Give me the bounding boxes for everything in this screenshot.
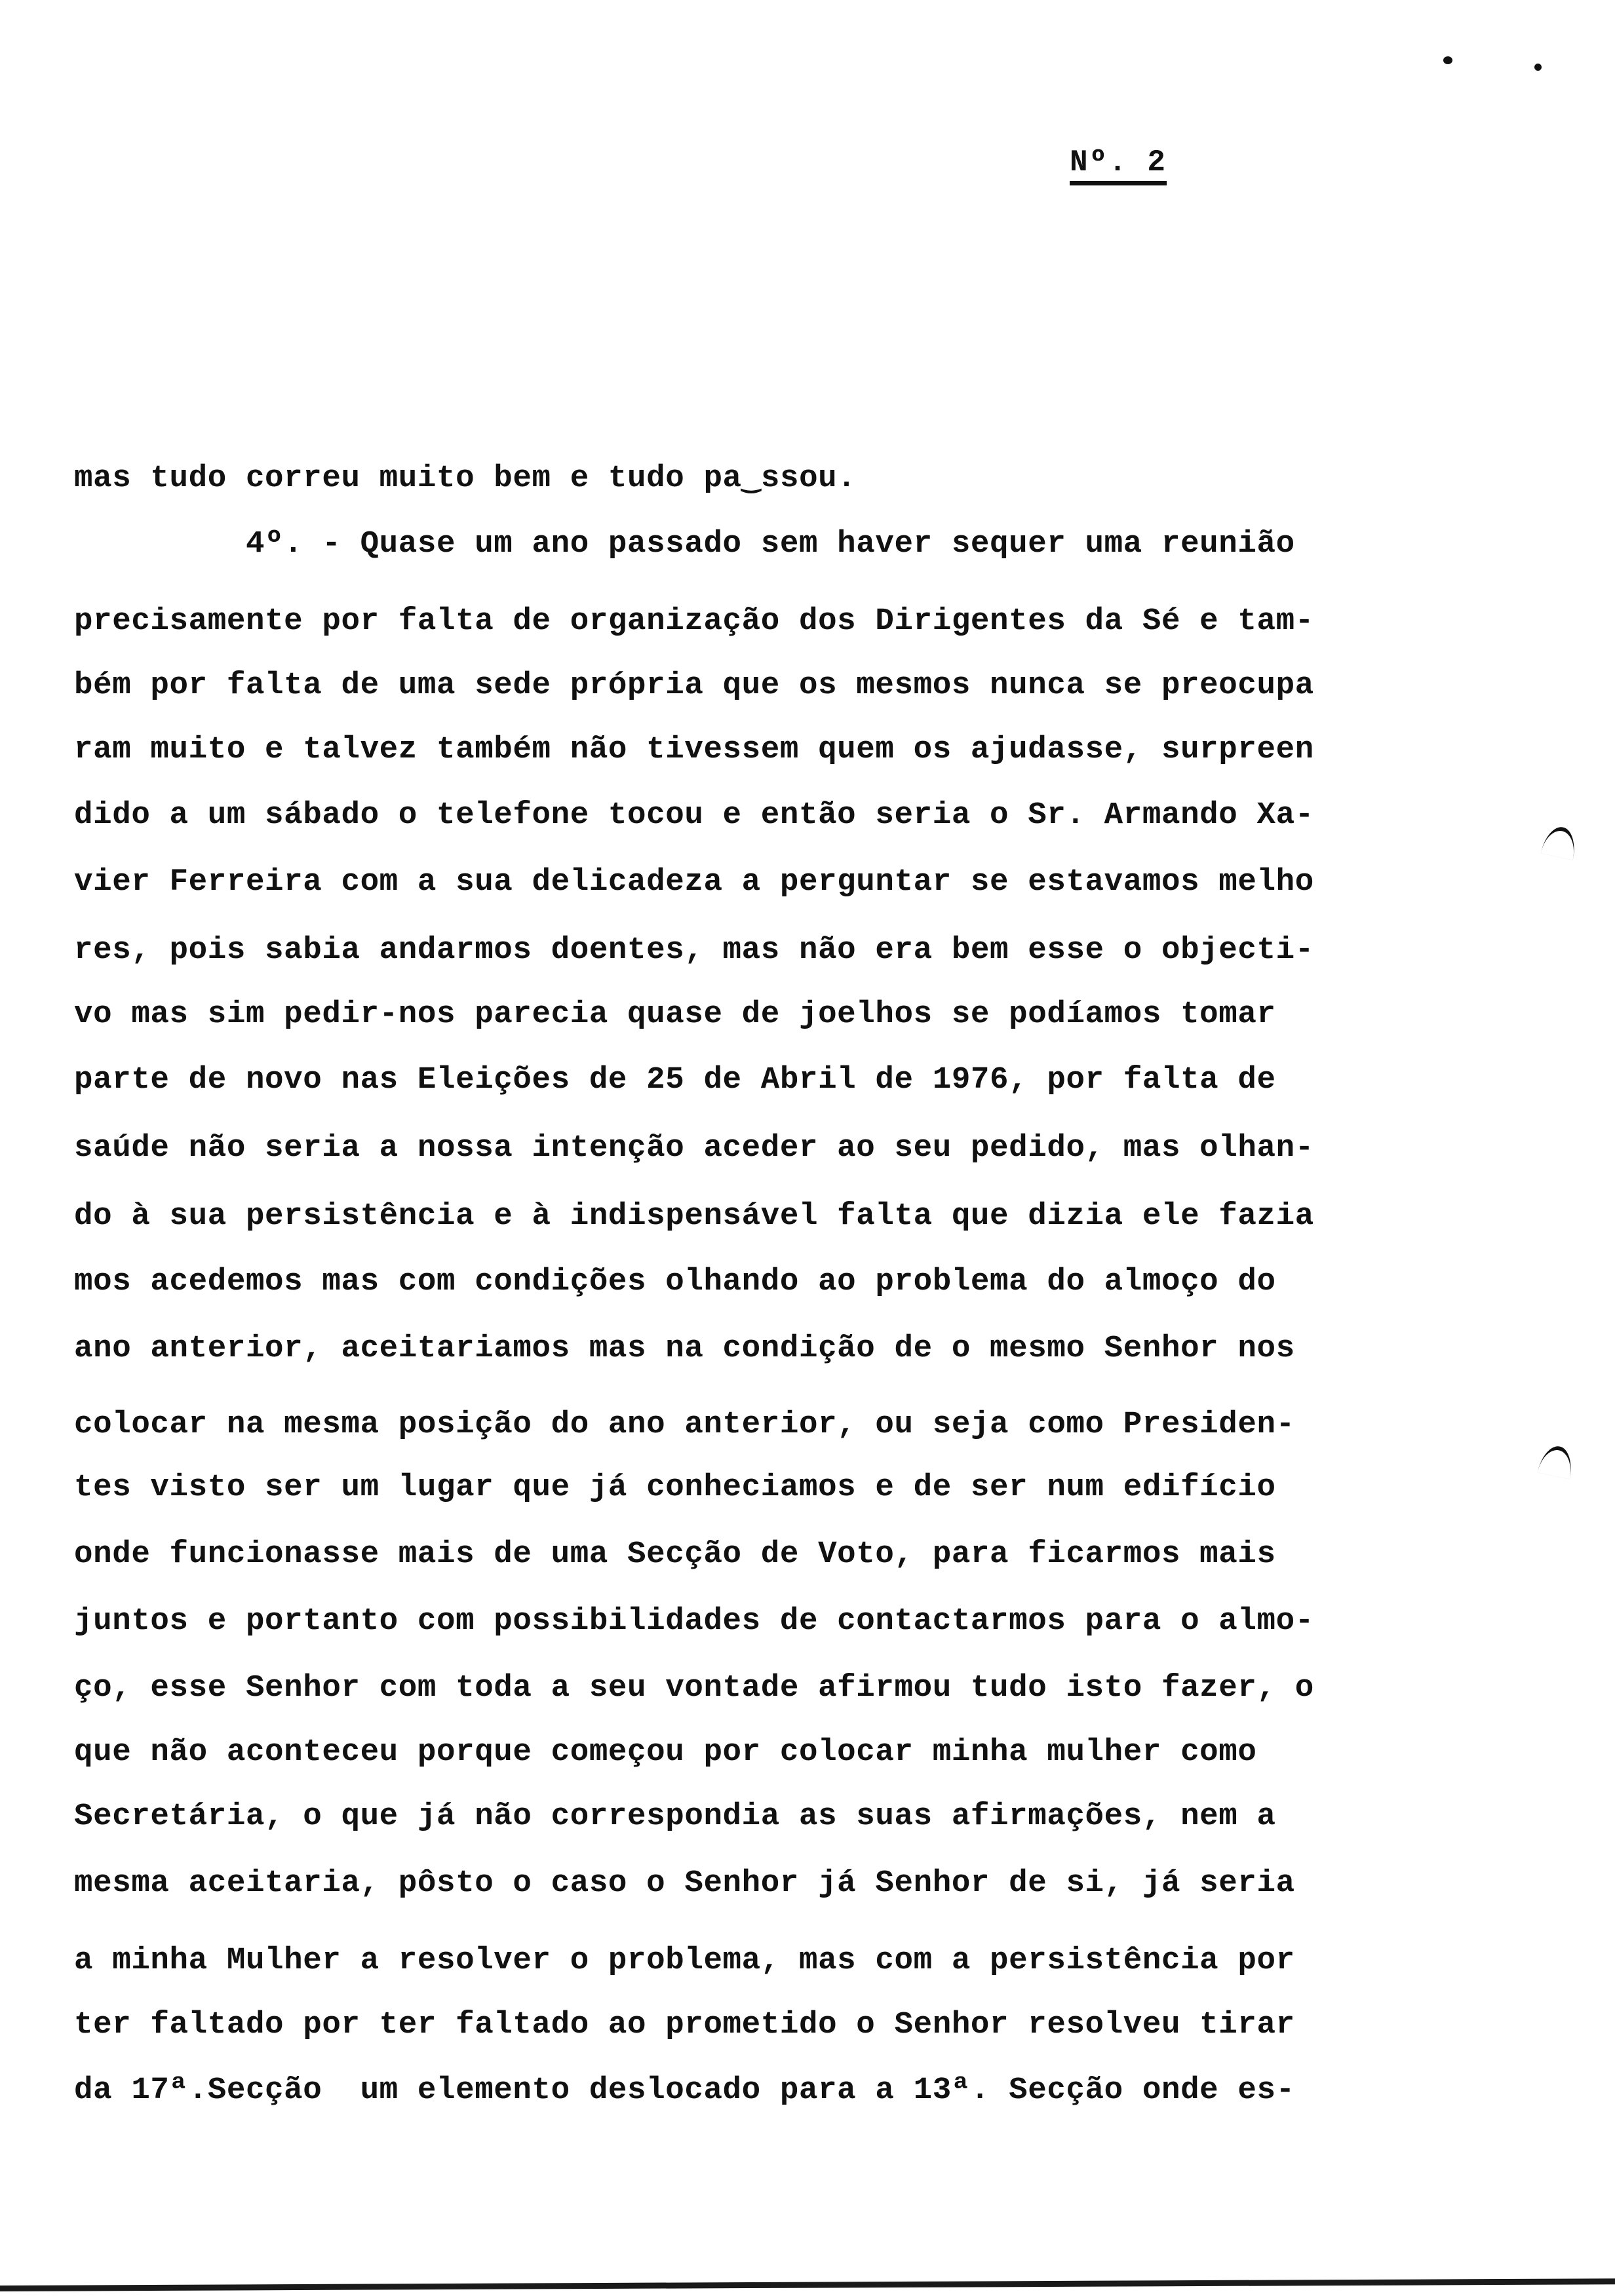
scan-edge-rule [0,2278,1615,2291]
ink-speck [1534,64,1542,71]
text-line: juntos e portanto com possibilidades de contactarmos para o almo- [74,1603,1314,1639]
text-line: mas tudo correu muito bem e tudo pa‿ssou. [74,461,857,496]
text-line: mos acedemos mas com condições olhando ao problema do almoço do [74,1264,1276,1299]
text-line: tes visto ser um lugar que já conheciamos e de ser num edifício [74,1470,1276,1505]
page-number: Nº. 2 [1070,145,1167,185]
text-line: vier Ferreira com a sua delicadeza a perguntar se estavamos melho [74,864,1314,900]
text-line: Secretária, o que já não correspondia as suas afirmações, nem a [74,1799,1276,1834]
text-line: ano anterior, aceitariamos mas na condição de o mesmo Senhor nos [74,1331,1295,1366]
text-line: ço, esse Senhor com toda a seu vontade afirmou tudo isto fazer, o [74,1670,1314,1706]
margin-mark-arc [1538,1443,1576,1479]
text-line: bém por falta de uma sede própria que os mesmos nunca se preocupa [74,668,1314,703]
text-line: do à sua persistência e à indispensável falta que dizia ele fazia [74,1198,1314,1234]
text-line: res, pois sabia andarmos doentes, mas não era bem esse o objecti- [74,932,1314,968]
text-line: a minha Mulher a resolver o problema, mas com a persistência por [74,1943,1295,1978]
ink-speck [1443,56,1452,64]
text-line: precisamente por falta de organização dos Dirigentes da Sé e tam- [74,603,1314,639]
text-line: mesma aceitaria, pôsto o caso o Senhor já Senhor de si, já seria [74,1866,1295,1901]
text-line: que não aconteceu porque começou por colocar minha mulher como [74,1734,1257,1770]
text-line: vo mas sim pedir-nos parecia quase de joelhos se podíamos tomar [74,997,1276,1032]
text-line: ter faltado por ter faltado ao prometido o Senhor resolveu tirar [74,2007,1295,2042]
text-line: ram muito e talvez também não tivessem quem os ajudasse, surpreen [74,732,1314,767]
text-line: onde funcionasse mais de uma Secção de Voto, para ficarmos mais [74,1537,1276,1572]
text-line: saúde não seria a nossa intenção aceder ao seu pedido, mas olhan- [74,1130,1314,1166]
text-line: 4º. - Quase um ano passado sem haver sequer uma reunião [74,526,1295,562]
text-line: parte de novo nas Eleições de 25 de Abril de 1976, por falta de [74,1062,1276,1098]
text-line: colocar na mesma posição do ano anterior, ou seja como Presiden- [74,1407,1295,1442]
text-line: da 17ª.Secção um elemento deslocado para a 13ª. Secção onde es- [74,2073,1295,2108]
text-line: dido a um sábado o telefone tocou e então seria o Sr. Armando Xa- [74,797,1314,833]
margin-mark-arc [1541,824,1579,860]
